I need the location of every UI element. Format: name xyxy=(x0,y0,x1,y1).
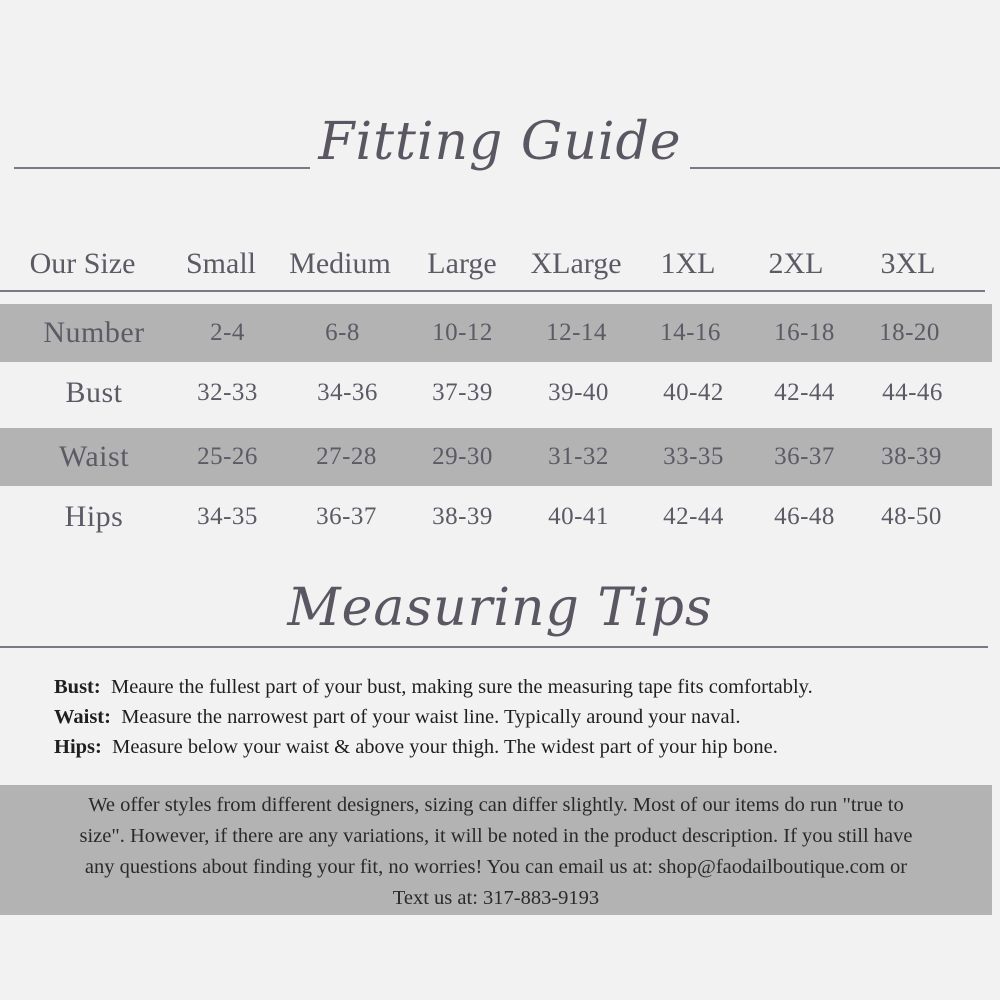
size-2xl: 2XL xyxy=(768,247,824,280)
size-3xl: 3XL xyxy=(880,247,936,280)
size-medium: Medium xyxy=(289,247,391,280)
tip-text: Measure below your waist & above your thigh. The widest part of your hip bone. xyxy=(112,736,778,758)
table-cell: 18-20 xyxy=(879,319,940,346)
table-cell: 46-48 xyxy=(774,503,835,530)
sizing-notice xyxy=(0,785,992,915)
table-cell: 34-35 xyxy=(197,503,258,530)
tip-text: Meaure the fullest part of your bust, making sure the measuring tape fits comfortably. xyxy=(110,676,813,698)
table-cell: 37-39 xyxy=(432,379,493,406)
measuring-tips-title: Measuring Tips xyxy=(0,578,1000,638)
table-cell: 42-44 xyxy=(663,503,724,530)
table-cell: 12-14 xyxy=(546,319,607,346)
row-label: Waist xyxy=(58,440,130,473)
table-cell: 27-28 xyxy=(316,443,377,470)
table-cell: 33-35 xyxy=(663,443,724,470)
table-cell: 31-32 xyxy=(548,443,609,470)
table-cell: 40-41 xyxy=(548,503,609,530)
tip-term: Hips: xyxy=(54,736,102,758)
size-header-label: Our Size xyxy=(29,247,136,280)
table-cell: 38-39 xyxy=(881,443,942,470)
size-header-row xyxy=(0,238,992,290)
notice-line: Text us at: 317-883-9193 xyxy=(392,887,600,909)
tip-hips xyxy=(54,732,984,762)
size-xlarge: XLarge xyxy=(530,247,622,280)
table-cell: 14-16 xyxy=(660,319,721,346)
measuring-tips-list xyxy=(54,672,984,762)
tip-term: Bust: xyxy=(54,676,101,698)
table-cell: 40-42 xyxy=(663,379,724,406)
row-label: Number xyxy=(43,316,145,349)
table-cell: 42-44 xyxy=(774,379,835,406)
table-cell: 34-36 xyxy=(317,379,378,406)
tip-term: Waist: xyxy=(54,706,111,728)
table-cell: 2-4 xyxy=(210,319,245,346)
header-rule xyxy=(0,290,985,292)
table-cell: 38-39 xyxy=(432,503,493,530)
size-small: Small xyxy=(185,247,256,280)
row-label: Bust xyxy=(65,376,123,409)
table-cell: 10-12 xyxy=(432,319,493,346)
table-cell: 32-33 xyxy=(197,379,258,406)
table-cell: 6-8 xyxy=(325,319,360,346)
notice-line: size". However, if there are any variations, it will be noted in the product description. If you still have xyxy=(79,825,913,847)
notice-line: any questions about finding your fit, no worries! You can email us at: shop@faodailboutique.com or xyxy=(84,856,908,878)
table-row-number xyxy=(0,304,992,362)
table-cell: 48-50 xyxy=(881,503,942,530)
table-cell: 25-26 xyxy=(197,443,258,470)
size-1xl: 1XL xyxy=(660,247,716,280)
table-cell: 36-37 xyxy=(316,503,377,530)
table-row-hips xyxy=(0,488,992,546)
tips-rule xyxy=(0,646,988,648)
table-cell: 44-46 xyxy=(882,379,943,406)
tip-waist xyxy=(54,702,984,732)
table-row-waist xyxy=(0,428,992,486)
table-cell: 29-30 xyxy=(432,443,493,470)
table-cell: 36-37 xyxy=(774,443,835,470)
table-cell: 39-40 xyxy=(548,379,609,406)
row-label: Hips xyxy=(64,500,124,533)
tip-text: Measure the narrowest part of your waist line. Typically around your naval. xyxy=(121,706,741,728)
table-cell: 16-18 xyxy=(774,319,835,346)
size-large: Large xyxy=(427,247,497,280)
table-row-bust xyxy=(0,364,992,422)
notice-line: We offer styles from different designers, sizing can differ slightly. Most of our items do run "true to xyxy=(88,794,904,816)
fitting-guide-title: Fitting Guide xyxy=(0,112,1000,172)
tip-bust xyxy=(54,672,984,702)
